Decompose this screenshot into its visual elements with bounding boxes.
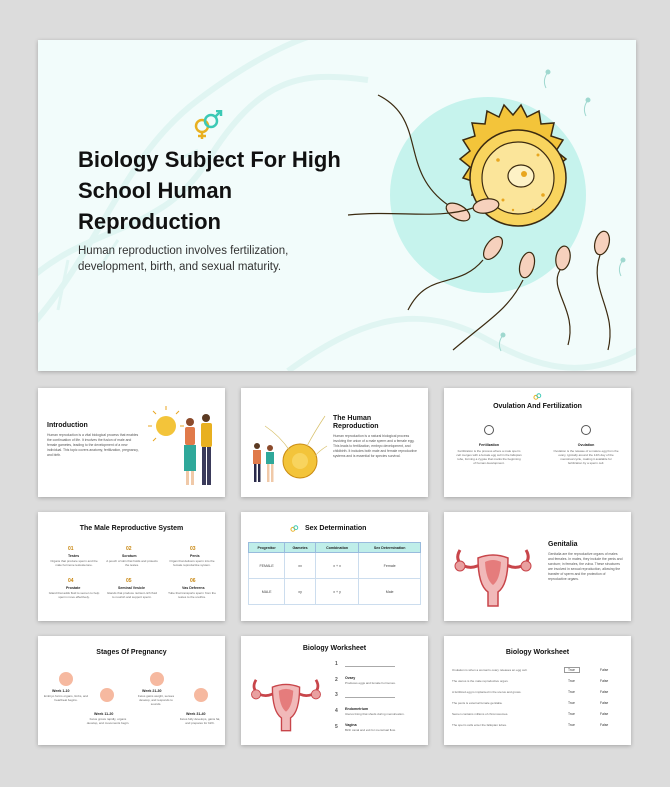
item-label: Fertilization bbox=[478, 443, 500, 447]
item-number: 3 bbox=[335, 692, 338, 698]
false-option[interactable]: False bbox=[600, 701, 609, 705]
uterus-illustration bbox=[450, 530, 536, 610]
gender-symbol-icon bbox=[190, 110, 224, 140]
item-label: Week 21-30 bbox=[142, 689, 162, 693]
sex-determination-table bbox=[248, 542, 421, 605]
slide-title: Sex Determination bbox=[305, 525, 367, 532]
table-cell: xx bbox=[285, 553, 316, 579]
thumb-biology-worksheet-2[interactable] bbox=[444, 636, 631, 745]
item-text: Fertilization is the process where a male sperm cell merges with a female egg cell in the fallopian tube, forming a zygote that marks the beginning of human development. bbox=[456, 449, 522, 465]
false-option[interactable]: False bbox=[600, 668, 609, 672]
item-label: Vas Deferens bbox=[182, 586, 205, 590]
false-option[interactable]: False bbox=[600, 690, 609, 694]
item-label: Prostate bbox=[66, 586, 81, 590]
slide-title: Introduction bbox=[47, 422, 88, 429]
item-text: Glands that produce nutrient-rich fluid to nourish and support sperm. bbox=[106, 591, 158, 599]
false-option[interactable]: False bbox=[600, 723, 609, 727]
item-number: 2 bbox=[335, 677, 338, 683]
item-label: Penis bbox=[190, 554, 200, 558]
fertilization-icon bbox=[484, 425, 494, 435]
table-cell: FEMALE bbox=[249, 553, 285, 579]
item-label: Week 1-10 bbox=[52, 689, 70, 693]
hero-title: Biology Subject For High School Human Reproduction bbox=[78, 147, 341, 234]
slide-title: Biology Worksheet bbox=[302, 645, 367, 652]
column-header: Combination bbox=[315, 543, 358, 553]
item-label: Seminal Vesicle bbox=[118, 586, 145, 590]
slide-title: Biology Worksheet bbox=[505, 649, 570, 656]
statement: The sperm cells enter the fallopian tubes. bbox=[452, 723, 507, 727]
slide-title: The Male Reproductive System bbox=[79, 525, 184, 532]
item-label: Scrotum bbox=[122, 554, 137, 558]
statement: A fertilized egg is implanted in the uterus and grows. bbox=[452, 690, 522, 694]
thumb-biology-worksheet-1[interactable] bbox=[241, 636, 428, 745]
item-label: Week 11-20 bbox=[94, 712, 114, 716]
slide-text: Genitalia are the reproductive organs of males and females. In males, they include the penis and scrotum; in females, the vulva. These structures are involved in sexual reproduction, allowing the transfer of sperm and the protection of reproductive organs. bbox=[548, 552, 623, 581]
thumb-male-reproductive-system[interactable] bbox=[38, 512, 225, 621]
true-option[interactable]: True bbox=[568, 668, 575, 672]
fetus-icon bbox=[100, 688, 114, 702]
ovulation-icon bbox=[581, 425, 591, 435]
item-text: Produces eggs and female hormones. bbox=[345, 681, 396, 685]
item-number: 01 bbox=[68, 546, 74, 552]
column-header: Sex Determination bbox=[359, 543, 421, 553]
item-text: Gland that adds fluid to semen to help sperm move effectively. bbox=[48, 591, 100, 599]
slide-title: Stages Of Pregnancy bbox=[96, 649, 167, 656]
column-header: Progenitor bbox=[249, 543, 285, 553]
table-cell: Female bbox=[359, 553, 421, 579]
thumb-stages-of-pregnancy[interactable] bbox=[38, 636, 225, 745]
statement: Semen contains millions of chromosomes. bbox=[452, 712, 509, 716]
item-label: Ovulation bbox=[577, 443, 595, 447]
uterus-diagram bbox=[247, 658, 325, 738]
statement: The penis is external female genitalia. bbox=[452, 701, 503, 705]
statement: Ovulation is when a woman's ovary releases an egg cell. bbox=[452, 668, 528, 672]
thumb-human-reproduction[interactable] bbox=[241, 388, 428, 497]
item-text: Uterus lining that sheds during menstruation. bbox=[345, 712, 405, 716]
table-cell: xy bbox=[285, 579, 316, 605]
item-text: Tube that transports sperm from the testes to the urethra. bbox=[168, 591, 216, 599]
couple-egg-illustration bbox=[245, 406, 331, 486]
item-label: Vagina bbox=[345, 723, 357, 727]
gender-symbol-icon bbox=[532, 392, 543, 402]
column-header: Gametes bbox=[285, 543, 316, 553]
item-number: 4 bbox=[335, 708, 338, 714]
item-number: 05 bbox=[126, 578, 132, 584]
table-cell: x + y bbox=[315, 579, 358, 605]
item-text: A pouch of skin that holds and protects the testes. bbox=[106, 559, 158, 567]
item-label: Week 31-40 bbox=[186, 712, 206, 716]
slide-text: Human reproduction is a vital biological process that enables the continuation of life. It involves the fusion of male and female gametes, leading to the development of a new individual. This topic covers anatomy, fertilization, pregnancy, and birth. bbox=[47, 433, 139, 457]
false-option[interactable]: False bbox=[600, 712, 609, 716]
thumb-sex-determination[interactable] bbox=[241, 512, 428, 621]
table-cell: MALE bbox=[249, 579, 285, 605]
item-label: Ovary bbox=[345, 676, 356, 680]
item-text: Organ that delivers sperm into the female reproductive system. bbox=[169, 559, 215, 567]
hero-subtitle: Human reproduction involves fertilization, development, birth, and sexual maturity. bbox=[78, 245, 289, 273]
slide-title: The Human Reproduction bbox=[333, 415, 379, 430]
gender-symbol-icon bbox=[289, 524, 300, 534]
table-cell: Male bbox=[359, 579, 421, 605]
true-option[interactable]: True bbox=[568, 679, 575, 683]
item-number: 03 bbox=[190, 546, 196, 552]
item-number: 1 bbox=[335, 661, 338, 667]
baby-icon bbox=[194, 688, 208, 702]
couple-illustration bbox=[146, 404, 221, 494]
thumb-ovulation-fertilization[interactable] bbox=[444, 388, 631, 497]
true-option[interactable]: True bbox=[568, 701, 575, 705]
slide-text: Human reproduction is a natural biological process involving the union of a male sperm and a female egg. This leads to fertilization, embryo development, and childbirth. It includes both male and female reproductive systems and is essential for species survival. bbox=[333, 434, 417, 458]
item-number: 02 bbox=[126, 546, 132, 552]
item-number: 06 bbox=[190, 578, 196, 584]
answer-line[interactable] bbox=[345, 697, 395, 698]
item-text: Birth canal and exit for menstrual flow. bbox=[345, 728, 396, 732]
item-label: Endometrium bbox=[345, 707, 369, 711]
false-option[interactable]: False bbox=[600, 679, 609, 683]
item-text: Fetus gains weight, senses develop, and responds to sounds. bbox=[137, 694, 175, 706]
statement: The uterus is the male reproductive organ. bbox=[452, 679, 509, 683]
embryo-icon bbox=[59, 672, 73, 686]
fetus-icon bbox=[150, 672, 164, 686]
true-option[interactable]: True bbox=[568, 723, 575, 727]
true-option[interactable]: True bbox=[568, 690, 575, 694]
item-text: Organs that produce sperm and the male hormone testosterone. bbox=[50, 559, 98, 567]
item-text: Ovulation is the release of a mature egg from the ovary, typically around the 14th day of the menstrual cycle, making it available for fertilization by a sperm cell. bbox=[553, 449, 619, 465]
hero-slide[interactable] bbox=[38, 40, 636, 371]
true-option[interactable]: True bbox=[568, 712, 575, 716]
slide-title: Ovulation And Fertilization bbox=[493, 403, 582, 410]
item-number: 04 bbox=[68, 578, 74, 584]
item-number: 5 bbox=[335, 724, 338, 730]
thumb-introduction[interactable] bbox=[38, 388, 225, 497]
answer-line[interactable] bbox=[345, 666, 395, 667]
egg-sperm-illustration bbox=[338, 60, 636, 360]
item-text: Fetus grows rapidly, organs develop, and movements begin. bbox=[86, 717, 130, 725]
slide-title: Genitalia bbox=[548, 541, 578, 548]
table-cell: x + x bbox=[315, 553, 358, 579]
item-label: Testes bbox=[68, 554, 80, 558]
thumb-genitalia[interactable] bbox=[444, 512, 631, 621]
item-text: Embryo forms organs, limbs, and heartbeat begins. bbox=[44, 694, 89, 702]
item-text: Fetus fully develops, gains fat, and prepares for birth. bbox=[179, 717, 221, 725]
